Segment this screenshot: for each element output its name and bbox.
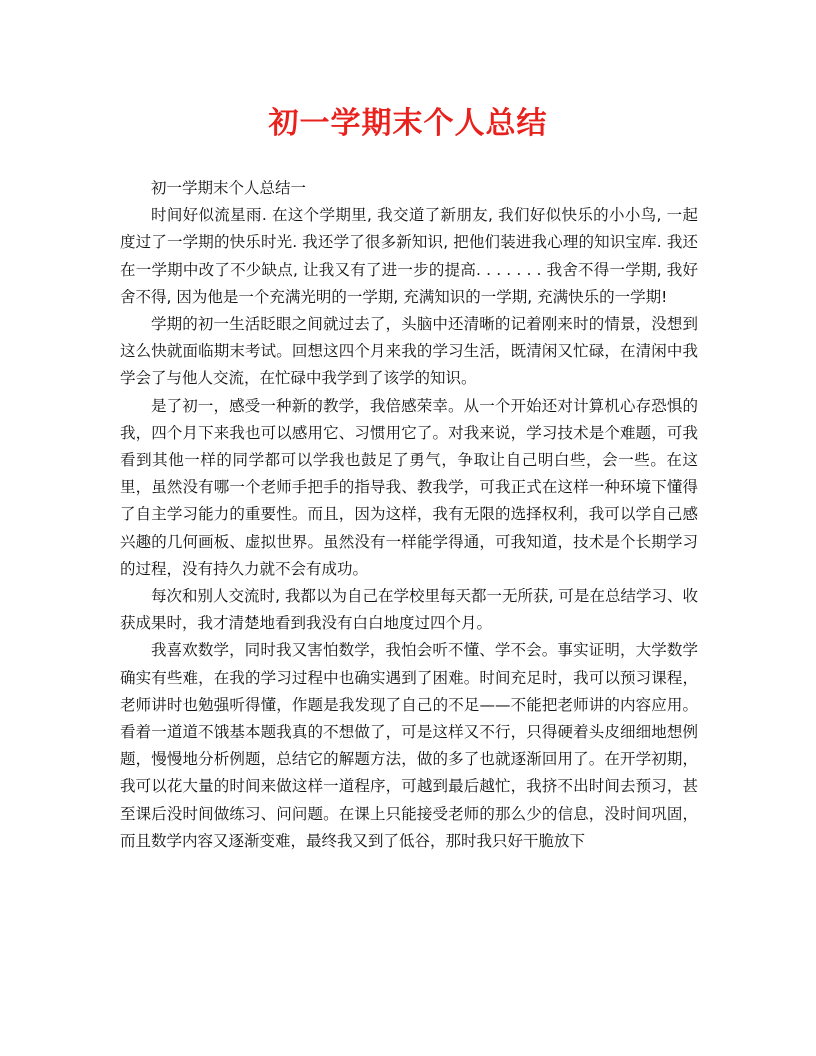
paragraph-3: 是了初一，感受一种新的教学，我倍感荣幸。从一个开始还对计算机心存恐惧的我，四个月下来我也可以感用它、习惯用它了。对我来说，学习技术是个难题，可我看到其他一样的同学都可以学我也鼓足了勇气，争取让自己明白些，会一些。在这里，虽然没有哪一个老师手把手的指导我、教我学，可我正式在这样一种环境下懂得了自主学习能力的重要性。而且，因为这样，我有无限的选择权利，我可以学自己感兴趣的几何画板、虚拟世界。虽然没有一样能学得通，可我知道，技术是个长期学习的过程，没有持久力就不会有成功。	[120, 396, 698, 578]
paragraph-2: 学期的初一生活眨眼之间就过去了，头脑中还清晰的记着刚来时的情景，没想到这么快就面临期末考试。回想这四个月来我的学习生活，既清闲又忙碌，在清闲中我学会了与他人交流，在忙碌中我学到了该学的知识。	[120, 315, 698, 388]
paragraph-1: 时间好似流星雨. 在这个学期里, 我交道了新朋友, 我们好似快乐的小小鸟, 一起度过了一学期的快乐时光. 我还学了很多新知识, 把他们装进我心理的知识宝库. 我还在一学期中改了不少缺点, 让我又有了进一步的提高. . . . . . . 我舍不得一学期, 我好舍不得, 因为他是一个充满光明的一学期, 充满知识的一学期, 充满快乐的一学期!	[120, 206, 698, 306]
paragraph-5: 我喜欢数学，同时我又害怕数学，我怕会听不懂、学不会。事实证明，大学数学确实有些难，在我的学习过程中也确实遇到了困难。时间充足时，我可以预习课程，老师讲时也勉强听得懂，作题是我发现了自己的不足——不能把老师讲的内容应用。看着一道道不饿基本题我真的不想做了，可是这样又不行，只得硬着头皮细细地想例题，慢慢地分析例题，总结它的解题方法，做的多了也就逐渐回用了。在开学初期，我可以花大量的时间来做这样一道程序，可越到最后越忙，我挤不出时间去预习，甚至课后没时间做练习、问问题。在课上只能接受老师的那么少的信息，没时间巩固，而且数学内容又逐渐变难，最终我又到了低谷，那时我只好干脆放下	[120, 641, 698, 850]
document-body	[120, 175, 698, 855]
document-title: 初一学期末个人总结	[268, 106, 548, 141]
paragraph-4: 每次和别人交流时, 我都以为自己在学校里每天都一无所获, 可是在总结学习、收获成果时，我才清楚地看到我没有白白地度过四个月。	[120, 587, 698, 633]
section-subheading: 初一学期末个人总结一	[151, 179, 307, 197]
